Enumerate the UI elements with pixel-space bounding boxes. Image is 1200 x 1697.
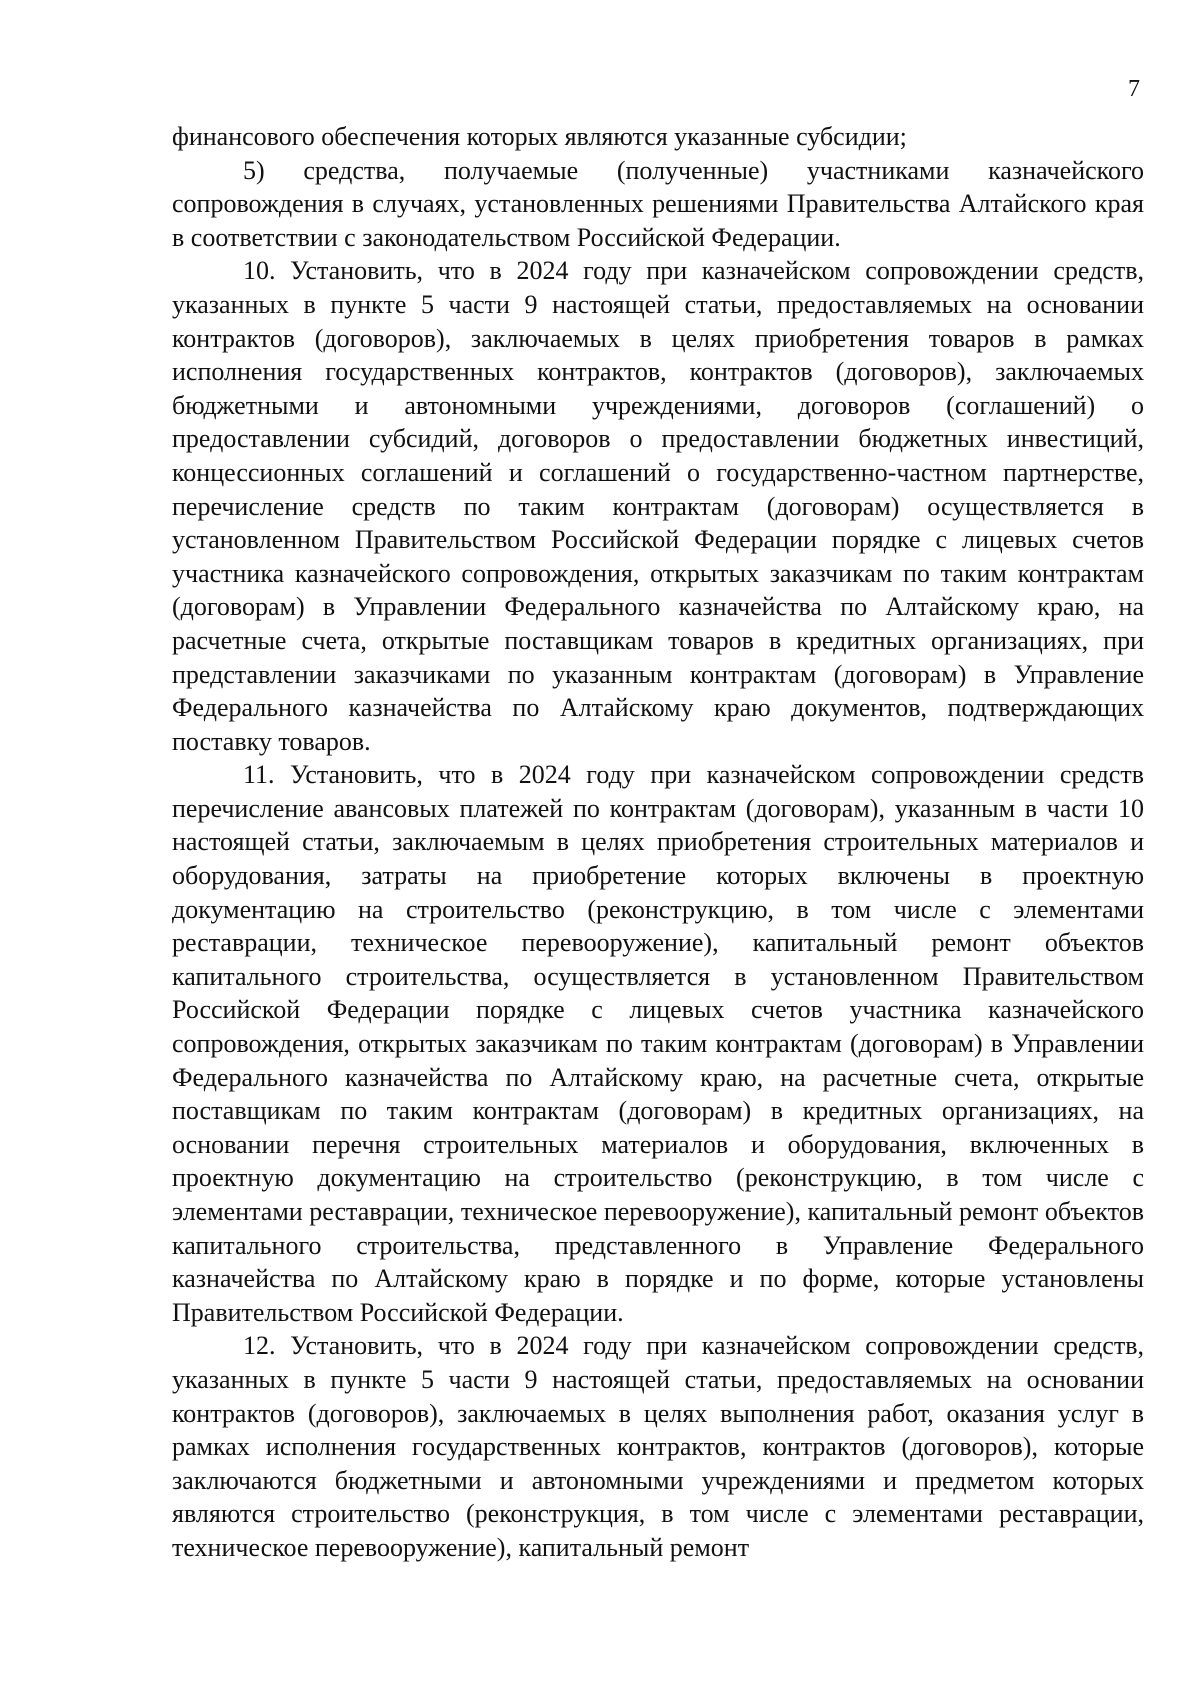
paragraph-continuation: финансового обеспечения которых являются указанные субсидии;	[172, 122, 907, 151]
paragraph-item-5: 5) средства, получаемые (полученные) участниками казначейского сопровождения в случаях, установленных решениями Правительства Алтайского края в соответствии с законодательством Российской Федерации.	[172, 155, 1144, 252]
page-number: 7	[1128, 76, 1140, 102]
paragraph-part-10: 10. Установить, что в 2024 году при казначейском сопровождении средств, указанных в пункте 5 части 9 настоящей статьи, предоставляемых на основании контрактов (договоров), заключаемых в целях приобретения товаров в рамках исполнения государственных контрактов, контрактов (договоров), заключаемых бюджетными и автономными учреждениями, договоров (соглашений) о предоставлении субсидий, договоров о предоставлении бюджетных инвестиций, концессионных соглашений и соглашений о государственно-частном партнерстве, перечисление средств по таким контрактам (договорам) осуществляется в установленном Правительством Российской Федерации порядке с лицевых счетов участника казначейского сопровождения, открытых заказчикам по таким контрактам (договорам) в Управлении Федерального казначейства по Алтайскому краю, на расчетные счета, открытые поставщикам товаров в кредитных организациях, при представлении заказчиками по указанным контрактам (договорам) в Управление Федерального казначейства по Алтайскому краю документов, подтверждающих поставку товаров.	[172, 256, 1144, 756]
paragraph-part-11: 11. Установить, что в 2024 году при казначейском сопровождении средств перечисление авансовых платежей по контрактам (договорам), указанным в части 10 настоящей статьи, заключаемым в целях приобретения строительных материалов и оборудования, затраты на приобретение которых включены в проектную документацию на строительство (реконструкцию, в том числе с элементами реставрации, техническое перевооружение), капитальный ремонт объектов капитального строительства, осуществляется в установленном Правительством Российской Федерации порядке с лицевых счетов участника казначейского сопровождения, открытых заказчикам по таким контрактам (договорам) в Управлении Федерального казначейства по Алтайскому краю, на расчетные счета, открытые поставщикам по таким контрактам (договорам) в кредитных организациях, на основании перечня строительных материалов и оборудования, включенных в проектную документацию на строительство (реконструкцию, в том числе с элементами реставрации, техническое перевооружение), капитальный ремонт объектов капитального строительства, представленного в Управление Федерального казначейства по Алтайскому краю в порядке и по форме, которые установлены Правительством Российской Федерации.	[172, 760, 1144, 1327]
paragraph-part-12: 12. Установить, что в 2024 году при казначейском сопровождении средств, указанных в пункте 5 части 9 настоящей статьи, предоставляемых на основании контрактов (договоров), заключаемых в целях выполнения работ, оказания услуг в рамках исполнения государственных контрактов, контрактов (договоров), которые заключаются бюджетными и автономными учреждениями и предметом которых являются строительство (реконструкция, в том числе с элементами реставрации, техническое перевооружение), капитальный ремонт	[172, 1331, 1144, 1562]
document-body	[172, 120, 1144, 1565]
